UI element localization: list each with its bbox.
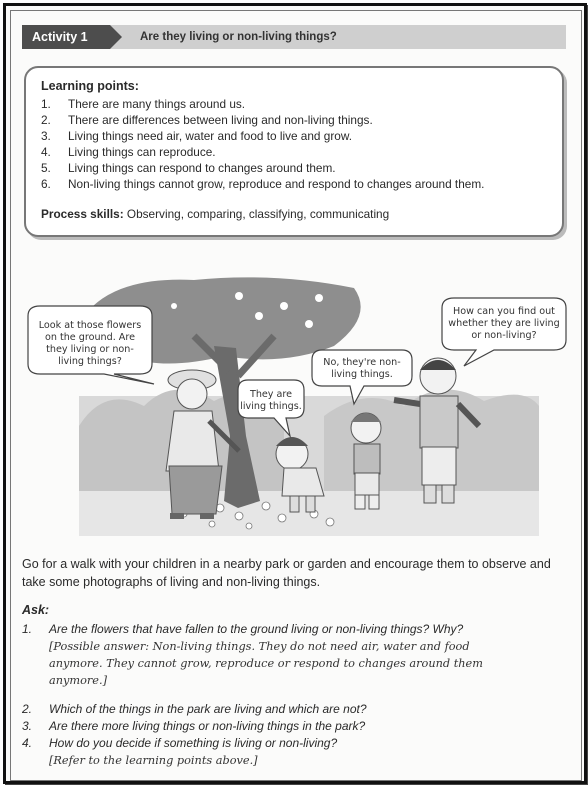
bubble-boy-line: No, they're non- — [323, 357, 401, 368]
learning-point: 6. Non-living things cannot grow, reproduce and respond to changes around them. — [41, 177, 485, 191]
question: 1. Are the flowers that have fallen to the ground living or non-living things? Why? — [22, 622, 464, 636]
activity-title: Are they living or non-living things? — [140, 31, 337, 43]
answer-line: [Possible answer: Non-living things. They do not need air, water and food — [49, 640, 470, 653]
learning-point: 3. Living things need air, water and food to live and grow. — [41, 129, 352, 143]
learning-point: 2. There are differences between living and non-living things. — [41, 113, 373, 127]
boy-figure — [351, 413, 381, 509]
question: 2. Which of the things in the park are living and which are not? — [22, 702, 367, 716]
bubble-mother-line: they living or non- — [46, 344, 134, 355]
bubble-father-line: or non-living? — [471, 330, 537, 341]
bubble-girl-line: living things. — [240, 401, 302, 412]
bubble-boy-line: living things. — [331, 369, 393, 380]
answer-line: anymore.] — [49, 674, 107, 687]
activity-header — [22, 25, 566, 49]
bubble-mother-line: on the ground. Are — [44, 332, 136, 343]
bubble-girl-line: They are — [249, 389, 293, 400]
learning-points-box — [24, 66, 564, 237]
bubble-boy — [312, 350, 412, 404]
ask-label: Ask: — [22, 603, 50, 617]
instruction-paragraph: Go for a walk with your children in a nearby park or garden and encourage them to observe and take some photographs of living and non-living things. — [22, 557, 551, 589]
answer-line: [Refer to the learning points above.] — [49, 754, 258, 767]
process-skills: Process skills: Observing, comparing, classifying, communicating — [41, 207, 390, 221]
bubble-mother — [28, 306, 154, 384]
learning-points-title: Learning points: — [41, 79, 139, 93]
learning-point: 5. Living things can respond to changes around them. — [41, 161, 336, 175]
learning-point: 4. Living things can reproduce. — [41, 145, 216, 159]
bubble-father-line: How can you find out — [453, 306, 555, 317]
question: 3. Are there more living things or non-living things in the park? — [22, 719, 366, 733]
activity-tab: Activity 1 — [22, 25, 110, 49]
answer-line: anymore. They cannot grow, reproduce or respond to changes around them — [49, 657, 483, 670]
background-bushes — [79, 390, 539, 536]
learning-point: 1. There are many things around us. — [41, 97, 246, 111]
question: 4. How do you decide if something is living or non-living? — [22, 736, 338, 750]
park-illustration — [24, 276, 569, 542]
bubble-father — [442, 298, 566, 366]
bubble-father-line: whether they are living — [448, 318, 560, 329]
bubble-mother-line: Look at those flowers — [38, 320, 142, 331]
bubble-mother-line: living things? — [58, 356, 122, 367]
